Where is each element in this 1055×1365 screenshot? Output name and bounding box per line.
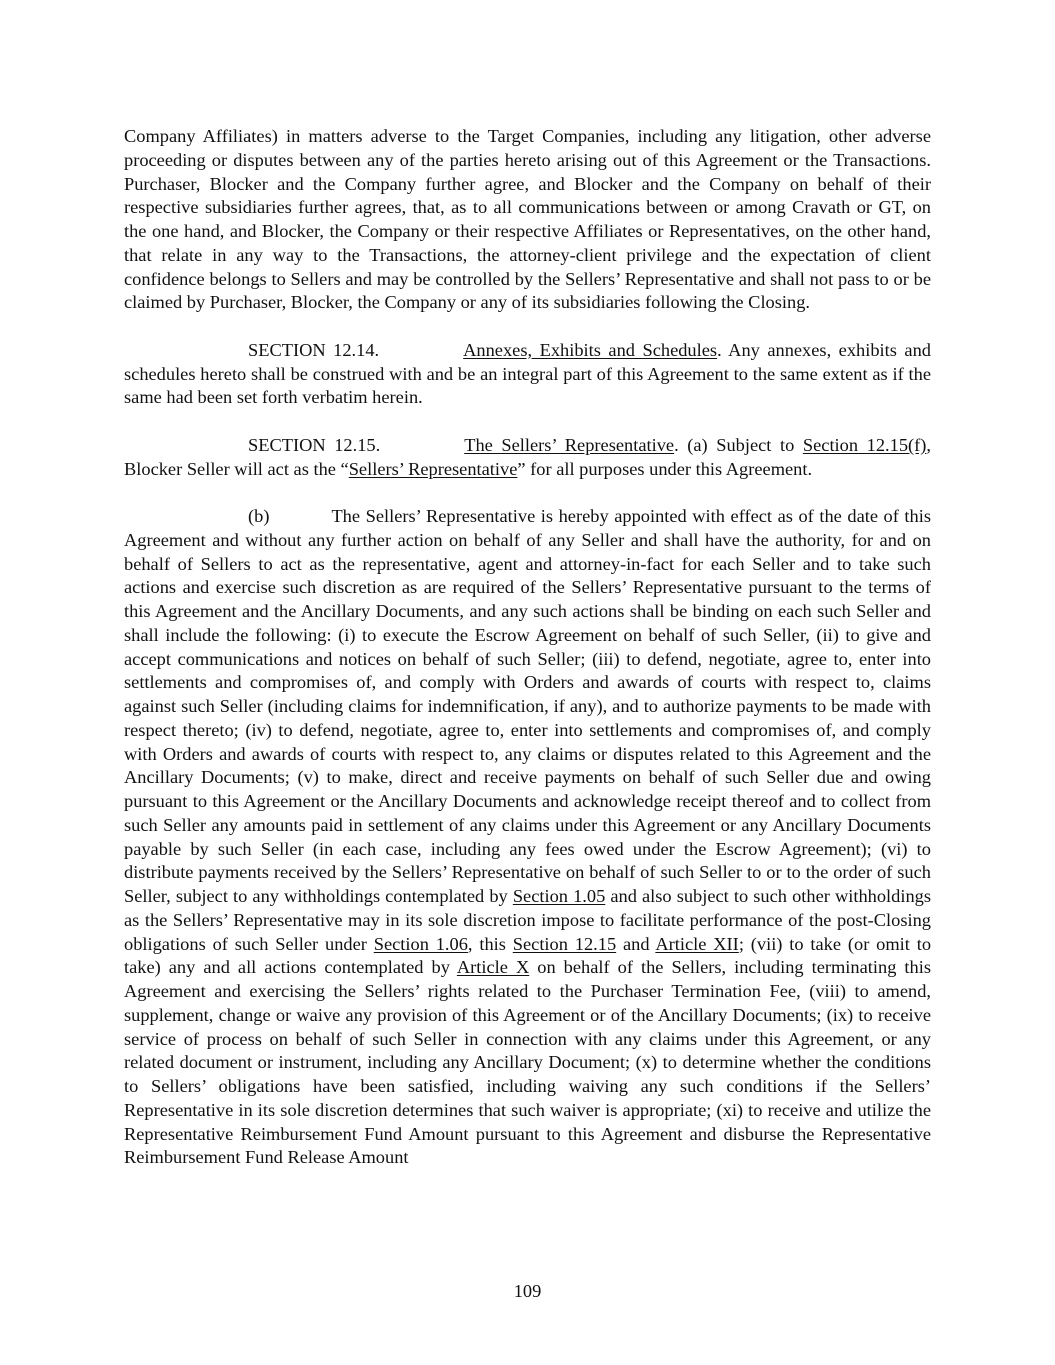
- cross-reference: Article XII: [655, 933, 739, 954]
- document-body: [124, 125, 931, 1170]
- section-number: SECTION 12.15.: [248, 434, 381, 455]
- section-12-15-b: (b) The Sellers’ Representative is hereby appointed with effect as of the date of this Agreement and without any further action on behalf of any Seller and shall have the authority, for and on behalf of Sellers to act as the representative, agent and attorney-in-fact for each Seller and to take such actions and exercise such discretion as are required of the Sellers’ Representative pursuant to the terms of this Agreement and the Ancillary Documents, and any such actions shall be binding on each such Seller and shall include the following: (i) to execute the Escrow Agreement on behalf of such Seller, (ii) to give and accept communications and notices on behalf of such Seller; (iii) to defend, negotiate, agree to, enter into settlements and compromises of, and comply with Orders and awards of courts with respect to, claims against such Seller (including claims for indemnification, if any), and to authorize payments to be made with respect thereto; (iv) to defend, negotiate, agree to, enter into settlements and compromises of, and comply with Orders and awards of courts with respect to, any claims or disputes related to this Agreement and the Ancillary Documents; (v) to make, direct and receive payments on behalf of such Seller due and owing pursuant to this Agreement or the Ancillary Documents and acknowledge receipt thereof and to collect from such Seller any amounts paid in settlement of any claims under this Agreement or any Ancillary Documents payable by such Seller (in each case, including any fees owed under the Escrow Agreement); (vi) to distribute payments received by the Sellers’ Representative on behalf of such Seller to or to the order of such Seller, subject to any withholdings contemplated by Section 1.05 and also subject to such other withholdings as the Sellers’ Representative may in its sole discretion impose to facilitate performance of the post-Closing obligations of such Seller under Section 1.06, this Section 12.15 and Article XII; (vii) to take (or omit to take) any and all actions contemplated by Article X on behalf of the Sellers, including terminating this Agreement and exercising the Sellers’ rights related to the Purchaser Termination Fee, (viii) to amend, supplement, change or waive any provision of this Agreement or of the Ancillary Documents; (ix) to receive service of process on behalf of such Seller in connection with any claims under this Agreement, or any related document or instrument, including any Ancillary Document; (x) to determine whether the conditions to Sellers’ obligations have been satisfied, including waiving any such conditions if the Sellers’ Representative in its sole discretion determines that such waiver is appropriate; (xi) to receive and utilize the Representative Reimbursement Fund Amount pursuant to this Agreement and disburse the Representative Reimbursement Fund Release Amount: [124, 506, 932, 1168]
- section-number: SECTION 12.14.: [248, 339, 380, 360]
- section-heading: Annexes, Exhibits and Schedules: [463, 339, 718, 360]
- cross-reference: Section 1.05: [512, 886, 606, 906]
- cross-reference: Section 12.15: [512, 933, 617, 954]
- section-12-15: SECTION 12.15. The Sellers’ Representative. (a) Subject to Section 12.15(f), Blocker Seller will act as the “Sellers’ Representative” for all purposes under this Agreement.: [124, 434, 931, 479]
- defined-term: Sellers’ Representative: [348, 458, 518, 479]
- section-heading: The Sellers’ Representative: [464, 434, 675, 455]
- cross-reference: Section 1.06: [373, 933, 468, 954]
- paragraph-privilege: Company Affiliates) in matters adverse to the Target Companies, including any litigation, other adverse proceeding or disputes between any of the parties hereto arising out of this Agreement or the Transactions. Purchaser, Blocker and the Company further agree, and Blocker and the Company on behalf of their respective subsidiaries further agrees, that, as to all communications between or among Cravath or GT, on the one hand, and Blocker, the Company or their respective Affiliates or Representatives, on the other hand, that relate in any way to the Transactions, the attorney-client privilege and the expectation of client confidence belongs to Sellers and may be controlled by the Sellers’ Representative and shall not pass to or be claimed by Purchaser, Blocker, the Company or any of its subsidiaries following the Closing.: [124, 126, 931, 313]
- page-number: 109: [513, 1281, 542, 1301]
- cross-reference: Article X: [456, 957, 530, 978]
- section-12-14: SECTION 12.14. Annexes, Exhibits and Schedules. Any annexes, exhibits and schedules hereto shall be construed with and be an integral part of this Agreement to the same extent as if the same had been set forth verbatim herein.: [124, 339, 931, 408]
- cross-reference: Section 12.15(f): [802, 434, 927, 455]
- subsection-label: (b): [248, 506, 270, 526]
